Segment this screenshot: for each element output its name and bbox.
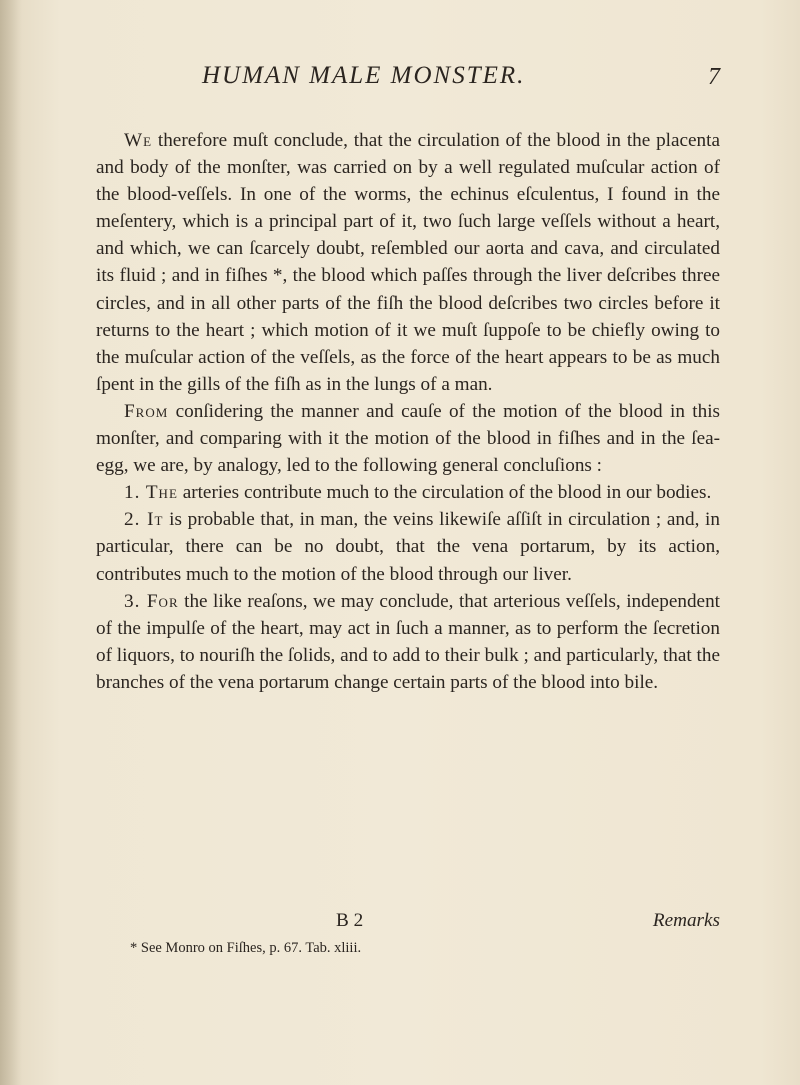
gutter-shadow xyxy=(0,0,22,1085)
page-number: 7 xyxy=(708,64,720,90)
paragraph-text: therefore muſt conclude, that the circulation of the blood in the placenta and body of the monſter, was carried on by a well regulated muſcular action of the blood-veſſels. In one of the worms, the echinus eſculentus, I found in the meſentery, which is a principal part of it, two ſuch large veſſels without a heart, and which, we can ſcarcely doubt, reſembled our aorta and cava, and circulated its fluid ; and in fiſhes *, the blood which paſſes through the liver deſcribes three circles, and in all other parts of the fiſh the blood deſcribes two circles before it returns to the heart ; which motion of it we muſt ſuppoſe to be chiefly owing to the muſcular action of the veſſels, as the force of the heart appears to be as much ſpent in the gills of the fiſh as in the lungs of a man. xyxy=(96,130,720,395)
paragraph-lead: 2. It xyxy=(124,509,164,531)
catchword: Remarks xyxy=(652,910,720,931)
paragraph-lead: We xyxy=(124,130,153,151)
paragraph xyxy=(96,398,720,479)
page-header xyxy=(120,62,720,102)
footnote: * See Monro on Fiſhes, p. 67. Tab. xliii. xyxy=(130,940,362,956)
paragraph-lead: 3. For xyxy=(124,590,179,612)
paragraph xyxy=(96,479,720,506)
paragraph xyxy=(96,588,720,696)
paragraph-text: conſidering the manner and cauſe of the motion of the blood in this monſter, and comparing with it the motion of the blood in fiſhes and in the ſea-egg, we are, by analogy, led to the following general concluſions : xyxy=(96,400,720,477)
paragraph xyxy=(96,506,720,587)
running-title: HUMAN MALE MONSTER. xyxy=(202,62,526,89)
body-text xyxy=(96,127,720,696)
catchline xyxy=(96,910,720,940)
paragraph-text: arteries contribute much to the circulation of the blood in our bodies. xyxy=(177,482,712,504)
paragraph-lead: From xyxy=(124,400,169,422)
paragraph xyxy=(96,127,720,398)
paragraph-lead: 1. The xyxy=(124,482,178,504)
paragraph-text: is probable that, in man, the veins likewiſe aſſiſt in circulation ; and, in particular, there can be no doubt, that the vena portarum, by its action, contributes much to the motion of the blood through our liver. xyxy=(96,509,720,585)
paragraph-text: the like reaſons, we may conclude, that arterious veſſels, independent of the impulſe of the heart, may act in ſuch a manner, as to perform the ſecretion of liquors, to nouriſh the ſolids, and to add to their bulk ; and particularly, that the branches of the vena portarum change certain parts of the blood into bile. xyxy=(96,590,721,693)
signature-mark: B 2 xyxy=(336,910,364,931)
